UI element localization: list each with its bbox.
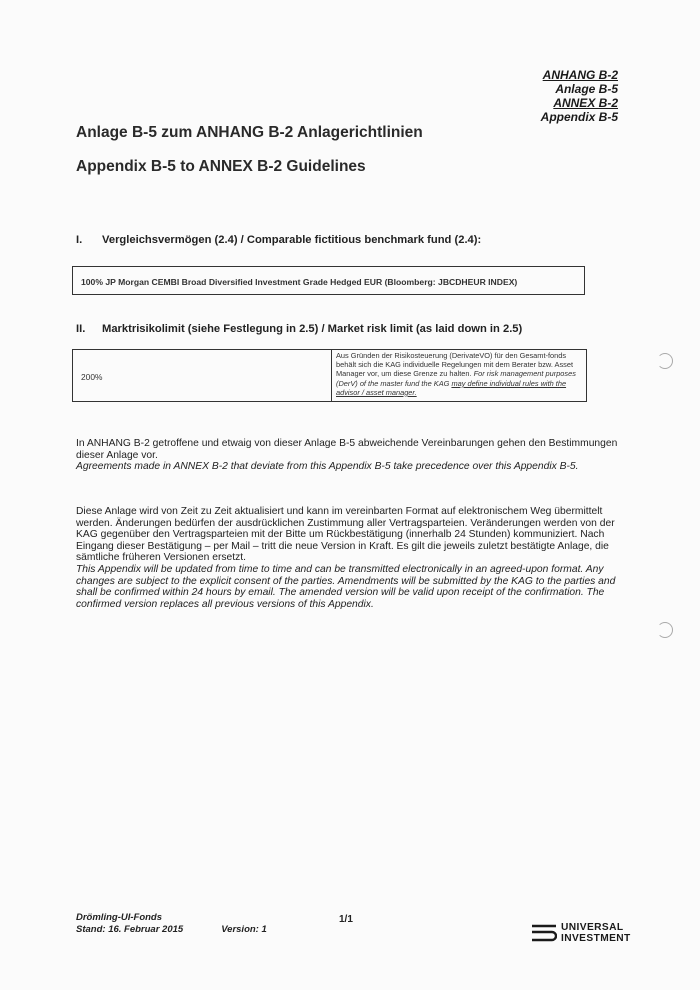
logo-text xyxy=(561,922,631,944)
footer-version: Version: 1 xyxy=(221,924,267,935)
punch-hole-mark-bottom xyxy=(657,622,673,638)
update-paragraph xyxy=(76,506,624,610)
market-risk-note-german: Aus Gründen der Risikosteuerung (DerivateVO) für den Gesamt-fonds behält sich die KAG individuelle Regelungen mit dem Berater bzw. Asset Manager vor, um diese Grenze zu halten. xyxy=(336,351,574,379)
annex-ref-annex: ANNEX B-2 xyxy=(553,96,618,110)
title-english: Appendix B-5 to ANNEX B-2 Guidelines xyxy=(76,158,366,175)
footer-date-line xyxy=(76,924,267,936)
precedence-german: In ANHANG B-2 getroffene und etwaig von dieser Anlage B-5 abweichende Vereinbarungen gehen den Bestimmungen dieser Anlage vor. xyxy=(76,438,618,461)
market-risk-note-english-2: may define individual rules with the advisor / asset manager. xyxy=(336,378,567,397)
market-risk-note xyxy=(332,350,586,401)
update-english: This Appendix will be updated from time to time and can be transmitted electronically in an agreed-upon format. Any changes are subject to the explicit consent of the parties. Amendments will be submitted by the KAG to the parties and shall be confirmed within 24 hours by email. The amended version will be valid upon receipt of the confirmation. The confirmed version replaces all previous versions of this Appendix. xyxy=(76,563,616,610)
benchmark-box: 100% JP Morgan CEMBI Broad Diversified Investment Grade Hedged EUR (Bloomberg: JBCDHEUR INDEX) xyxy=(72,266,585,295)
section-1-heading xyxy=(76,234,481,246)
footer-fund-name: Drömling-UI-Fonds xyxy=(76,912,163,923)
precedence-english: Agreements made in ANNEX B-2 that deviate from this Appendix B-5 take precedence over this Appendix B-5. xyxy=(76,461,579,473)
annex-ref-anhang: ANHANG B-2 xyxy=(542,68,618,82)
precedence-paragraph xyxy=(76,438,624,473)
universal-investment-logo xyxy=(531,922,631,944)
title-german: Anlage B-5 zum ANHANG B-2 Anlagerichtlinien xyxy=(76,124,423,141)
market-risk-limit-value: 200% xyxy=(73,350,332,401)
footer-date: Stand: 16. Februar 2015 xyxy=(76,924,184,935)
section-1-number: I. xyxy=(76,234,83,246)
update-german: Diese Anlage wird von Zeit zu Zeit aktualisiert und kann im vereinbarten Format auf elektronischem Weg übermittelt werden. Änderungen bedürfen der ausdrücklichen Zustimmung aller Vertragsparteien. Veränderungen werden von der KAG gegenüber den Vertragsparteien mit der Bitte um Rückbestätigung (innerhalb 24 Stunden) kommuniziert. Nach Eingang dieser Bestätigung – per Mail – tritt die neue Version in Kraft. Es gilt die jeweils zuletzt bestätigte Anlage, die sämtliche früheren Versionen ersetzt. xyxy=(76,506,615,564)
section-2-title: Marktrisikolimit (siehe Festlegung in 2.5) / Market risk limit (as laid down in 2.5) xyxy=(102,323,523,335)
section-1-title: Vergleichsvermögen (2.4) / Comparable fictitious benchmark fund (2.4): xyxy=(102,234,482,246)
annex-ref-anlage: Anlage B-5 xyxy=(555,82,618,96)
section-2-heading xyxy=(76,323,522,335)
annex-reference-block xyxy=(541,68,618,124)
footer-info xyxy=(76,912,267,936)
market-risk-table xyxy=(72,349,587,402)
section-2-number: II. xyxy=(76,323,86,335)
logo-text-investment: INVESTMENT xyxy=(561,933,631,944)
annex-ref-appendix: Appendix B-5 xyxy=(540,110,618,124)
page-number: 1/1 xyxy=(339,914,353,925)
logo-text-universal: UNIVERSAL xyxy=(561,922,624,933)
universal-investment-logo-icon xyxy=(531,923,557,943)
punch-hole-mark-top xyxy=(657,353,673,369)
market-risk-note-english-1: For risk management purposes (DerV) of the master fund the KAG xyxy=(336,369,576,388)
